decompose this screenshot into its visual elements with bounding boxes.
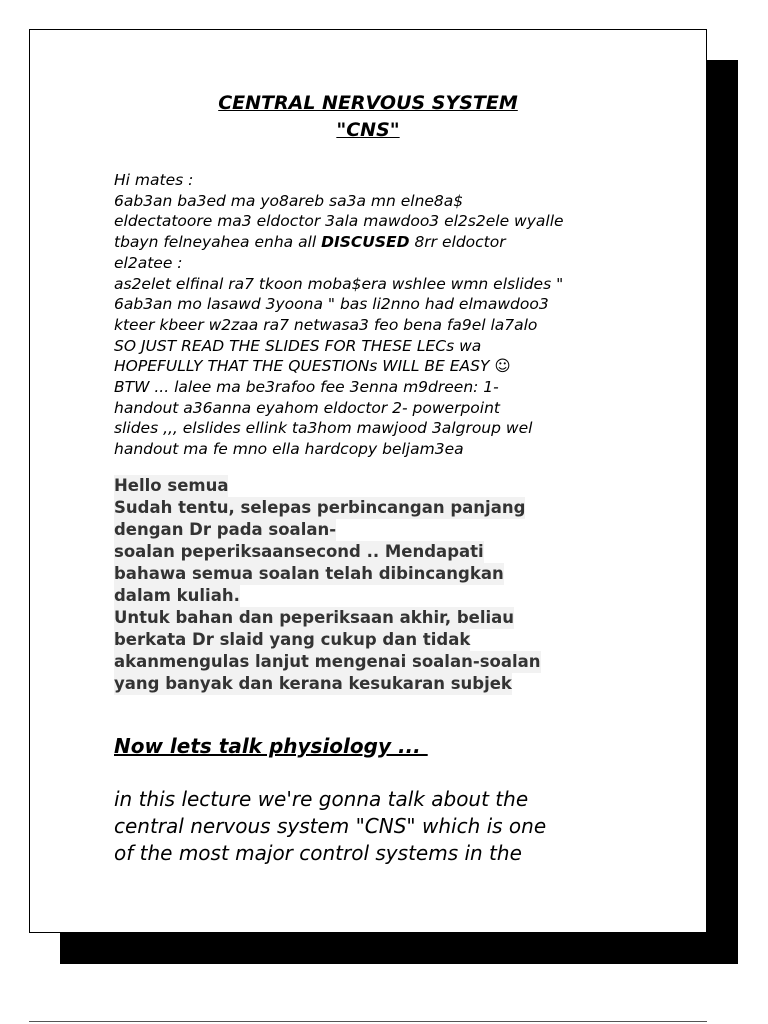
intro-line: SO JUST READ THE SLIDES FOR THESE LECs wa xyxy=(114,336,482,355)
lecture-line: central nervous system "CNS" which is one xyxy=(114,814,547,838)
malay-line: soalan peperiksaansecond .. Mendapati xyxy=(114,542,484,561)
intro-paragraph xyxy=(114,170,654,460)
lecture-line: of the most major control systems in the xyxy=(114,841,522,865)
intro-line: 6ab3an mo lasawd 3yoona " bas li2nno had elmawdoo3 xyxy=(114,295,549,314)
page-divider xyxy=(29,1021,707,1022)
intro-line: HOPEFULLY THAT THE QUESTIONs WILL BE EASY ☺ xyxy=(114,357,511,376)
malay-line: Untuk bahan dan peperiksaan akhir, beliau xyxy=(114,608,515,627)
intro-text: 8rr eldoctor xyxy=(409,233,506,252)
malay-line: bahawa semua soalan telah dibincangkan xyxy=(114,564,504,583)
intro-line: BTW ... lalee ma be3rafoo fee 3enna m9dreen: 1- xyxy=(114,378,499,397)
section-heading: Now lets talk physiology ... xyxy=(114,734,428,758)
intro-line: el2atee : xyxy=(114,253,183,272)
intro-line: handout ma fe mno ella hardcopy beljam3ea xyxy=(114,440,464,459)
intro-line: as2elet elfinal ra7 tkoon moba$era wshlee wmn elslides " xyxy=(114,274,564,293)
malay-paragraph xyxy=(114,475,634,695)
intro-line: Hi mates : xyxy=(114,171,194,189)
intro-line: eldectatoore ma3 eldoctor 3ala mawdoo3 el2s2ele wyalle xyxy=(114,212,564,231)
intro-bold-word: DISCUSED xyxy=(321,233,410,252)
malay-line: berkata Dr slaid yang cukup dan tidak xyxy=(114,630,471,649)
malay-line: akanmengulas lanjut mengenai soalan-soalan xyxy=(114,652,541,671)
intro-line: handout a36anna eyahom eldoctor 2- powerpoint xyxy=(114,398,500,417)
malay-line: dalam kuliah. xyxy=(114,586,240,605)
intro-line: kteer kbeer w2zaa ra7 netwasa3 feo bena fa9el la7alo xyxy=(114,315,538,334)
intro-text: tbayn felneyahea enha all xyxy=(114,233,317,252)
lecture-line: in this lecture we're gonna talk about the xyxy=(114,787,529,811)
intro-line xyxy=(114,232,654,253)
lecture-paragraph xyxy=(114,786,654,867)
malay-line: dengan Dr pada soalan- xyxy=(114,520,337,539)
document-page xyxy=(29,29,707,933)
document-subtitle: "CNS" xyxy=(336,119,400,141)
intro-line: 6ab3an ba3ed ma yo8areb sa3a mn elne8a$ xyxy=(114,191,464,210)
malay-line: yang banyak dan kerana kesukaran subjek xyxy=(114,674,512,693)
document-title: CENTRAL NERVOUS SYSTEM xyxy=(218,92,518,114)
malay-line: Hello semua xyxy=(114,476,229,495)
intro-line: slides ,,, elslides ellink ta3hom mawjood 3algroup wel xyxy=(114,419,533,438)
malay-line: Sudah tentu, selepas perbincangan panjang xyxy=(114,498,526,517)
